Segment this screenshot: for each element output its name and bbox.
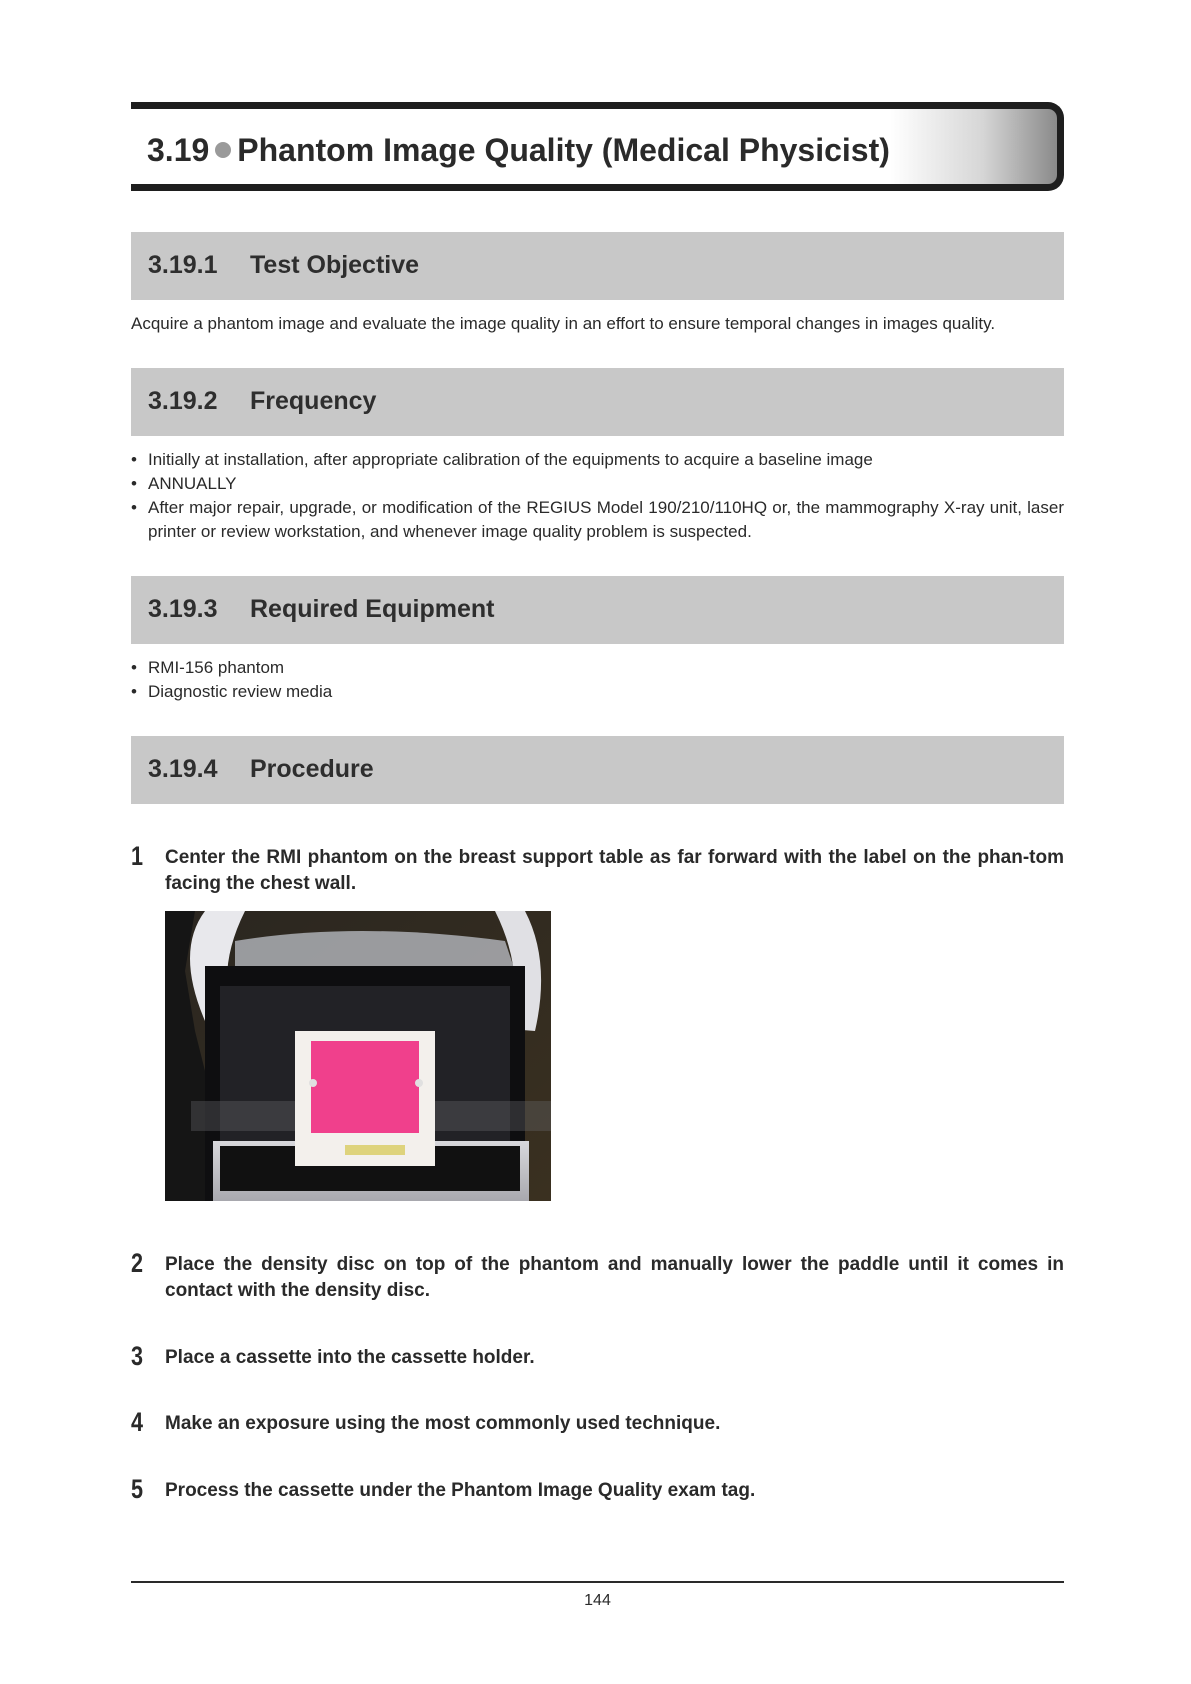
step-number: 4 (131, 1407, 144, 1437)
list-item: • Initially at installation, after appropriate calibration of the equipments to acquire a baseline image (131, 448, 1064, 472)
section-title: Required Equipment (250, 595, 495, 623)
chapter-title (147, 132, 890, 169)
chapter-title-text: Phantom Image Quality (Medical Physicist) (237, 132, 890, 168)
section-header-test-objective (131, 232, 1064, 300)
step-text: Make an exposure using the most commonly used technique. (165, 1413, 721, 1434)
step-text: Process the cassette under the Phantom Image Quality exam tag. (165, 1480, 756, 1501)
bullet-icon (215, 142, 231, 158)
step-number: 2 (131, 1248, 144, 1278)
list-item: • After major repair, upgrade, or modification of the REGIUS Model 190/210/110HQ or, the mammography X-ray unit, laser printer or review workstation, and whenever image quality problem is suspected. (131, 496, 1064, 544)
objective-text: Acquire a phantom image and evaluate the image quality in an effort to ensure temporal changes in images quality. (131, 314, 996, 333)
section-number: 3.19.4 (148, 755, 218, 783)
step-text: Place a cassette into the cassette holder. (165, 1347, 535, 1368)
section-title: Procedure (250, 755, 374, 783)
step-number: 3 (131, 1341, 144, 1371)
section-number: 3.19.1 (148, 251, 218, 279)
section-header-required-equipment (131, 576, 1064, 644)
section-header-procedure (131, 736, 1064, 804)
list-item: • Diagnostic review media (131, 680, 1064, 704)
chapter-title-box (131, 102, 1064, 191)
step-text: Place the density disc on top of the phantom and manually lower the paddle until it comes in contact with the density disc. (165, 1254, 1064, 1301)
step-number: 5 (131, 1474, 144, 1504)
list-item: • ANNUALLY (131, 472, 1064, 496)
frequency-list (131, 448, 1064, 544)
chapter-number: 3.19 (147, 132, 210, 168)
section-header-frequency (131, 368, 1064, 436)
phantom-photo (165, 911, 551, 1201)
section-number: 3.19.2 (148, 387, 218, 415)
page-number: 144 (584, 1592, 611, 1609)
footer-divider (131, 1581, 1064, 1583)
section-number: 3.19.3 (148, 595, 218, 623)
section-title: Frequency (250, 387, 377, 415)
step-number: 1 (131, 841, 144, 871)
equipment-list (131, 656, 1064, 704)
section-title: Test Objective (250, 251, 420, 279)
list-item: • RMI-156 phantom (131, 656, 1064, 680)
step-text: Center the RMI phantom on the breast support table as far forward with the label on the phan-tom facing the chest wall. (165, 847, 1064, 894)
